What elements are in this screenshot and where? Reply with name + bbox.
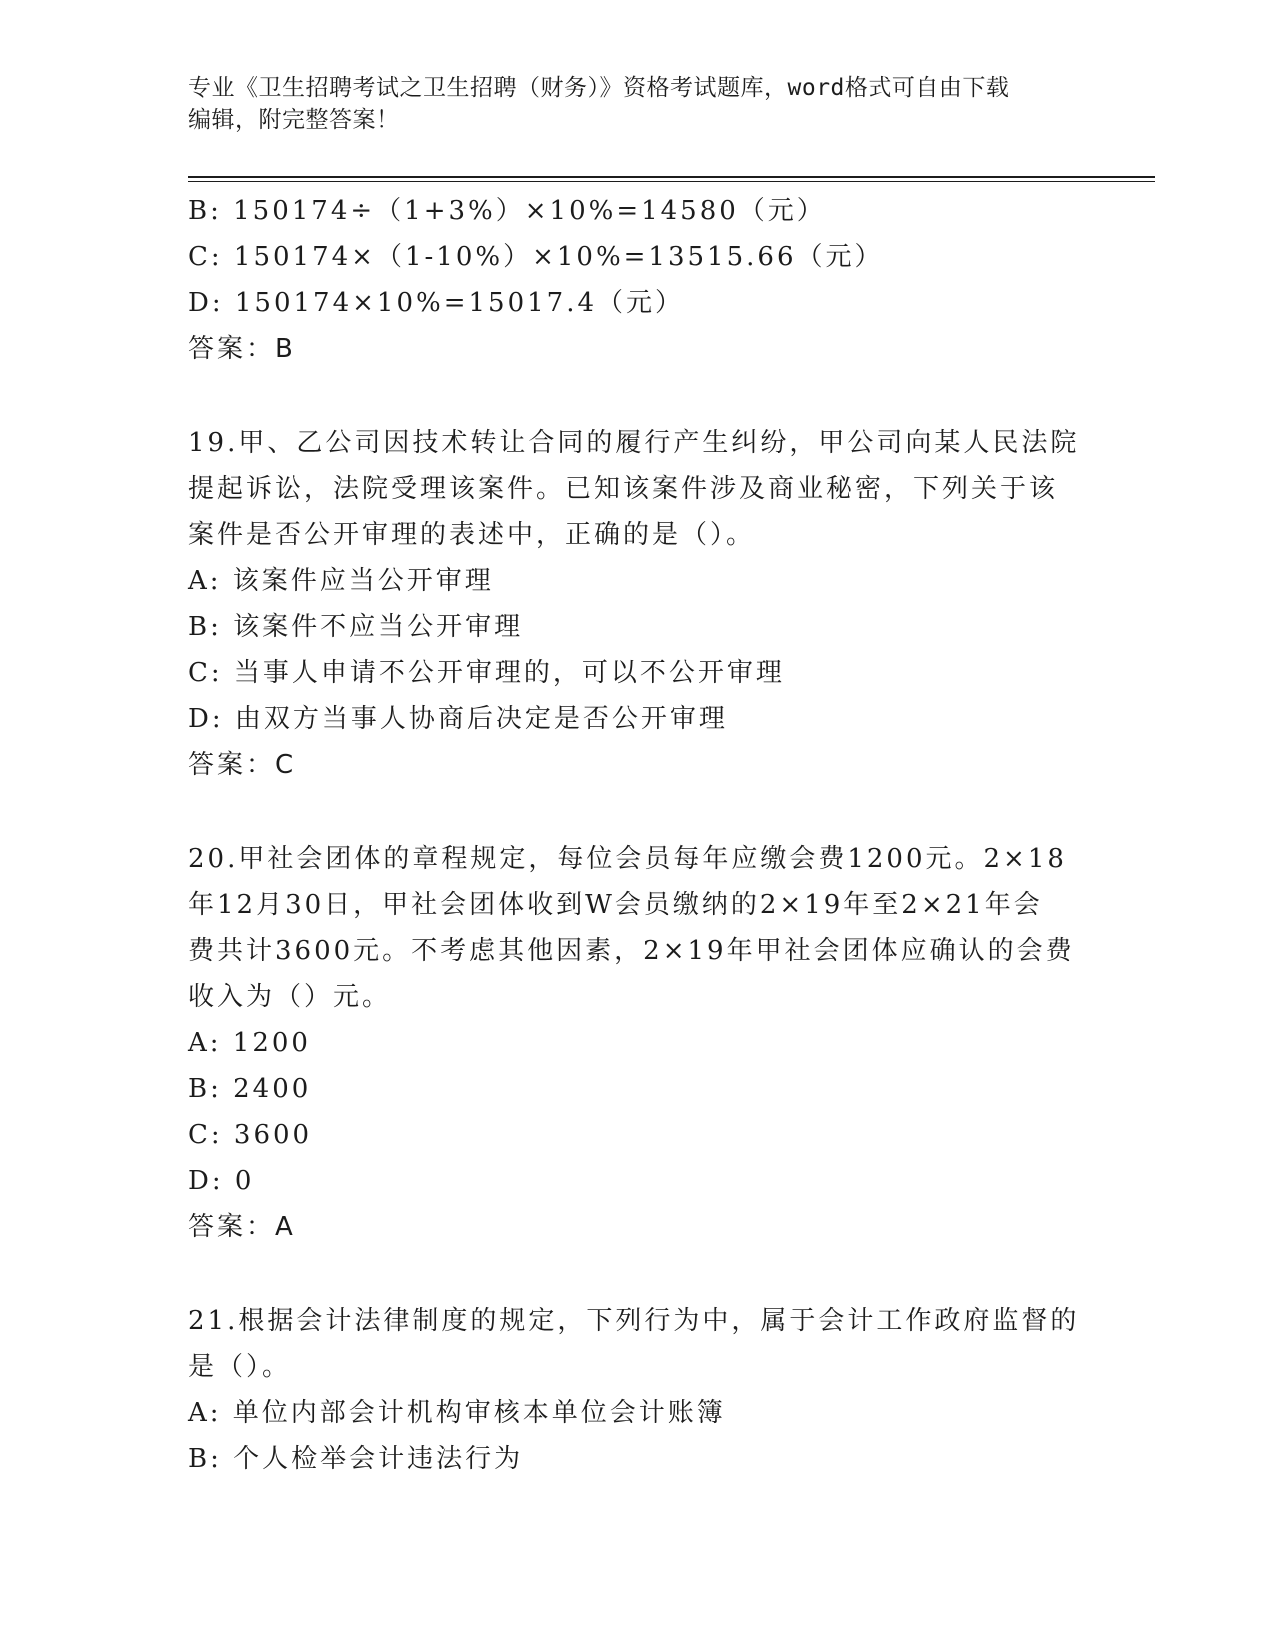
option-a: A: 该案件应当公开审理 [188,566,494,596]
question-stem-line: 年12月30日，甲社会团体收到W会员缴纳的2×19年至2×21年会 [188,890,1043,920]
option-b: B: 个人检举会计违法行为 [188,1444,524,1474]
spacer [188,1250,1148,1298]
header-divider-thick [188,176,1155,178]
option-d: D: 150174×10%=15017.4（元） [188,288,684,318]
spacer [188,372,1148,420]
header-line-1: 专业《卫生招聘考试之卫生招聘（财务）》资格考试题库，word格式可自由下载 [188,75,1010,101]
answer-line: 答案：C [188,750,297,780]
question-stem-line: 费共计3600元。不考虑其他因素，2×19年甲社会团体应确认的会费 [188,936,1075,966]
question-body [188,188,1148,1482]
question-20 [188,836,1148,1250]
option-a: A: 1200 [188,1028,311,1058]
question-stem-line: 提起诉讼，法院受理该案件。已知该案件涉及商业秘密，下列关于该 [188,474,1059,504]
question-stem-line: 20.甲社会团体的章程规定，每位会员每年应缴会费1200元。2×18 [188,844,1067,874]
spacer [188,788,1148,836]
option-a: A: 单位内部会计机构审核本单位会计账簿 [188,1398,726,1428]
question-stem-line: 案件是否公开审理的表述中，正确的是（）。 [188,520,756,550]
prev-question-block [188,188,1148,372]
option-c: C: 150174×（1-10%）×10%=13515.66（元） [188,242,884,272]
question-21 [188,1298,1148,1482]
header-line-2: 编辑，附完整答案！ [188,107,400,133]
question-19 [188,420,1148,788]
question-stem-line: 收入为（）元。 [188,982,392,1012]
option-b: B: 该案件不应当公开审理 [188,612,524,642]
option-d: D: 由双方当事人协商后决定是否公开审理 [188,704,728,734]
option-b: B: 150174÷（1+3%）×10%=14580（元） [188,196,826,226]
question-stem-line: 19.甲、乙公司因技术转让合同的履行产生纠纷，甲公司向某人民法院 [188,428,1080,458]
document-header [188,72,1088,136]
answer-line: 答案：A [188,1212,296,1242]
option-d: D: 0 [188,1166,255,1196]
question-stem-line: 是（）。 [188,1352,292,1382]
option-b: B: 2400 [188,1074,312,1104]
option-c: C: 当事人申请不公开审理的，可以不公开审理 [188,658,785,688]
question-stem-line: 21.根据会计法律制度的规定，下列行为中，属于会计工作政府监督的 [188,1306,1080,1336]
header-divider-thin [188,181,1155,182]
option-c: C: 3600 [188,1120,313,1150]
answer-line: 答案：B [188,334,296,364]
